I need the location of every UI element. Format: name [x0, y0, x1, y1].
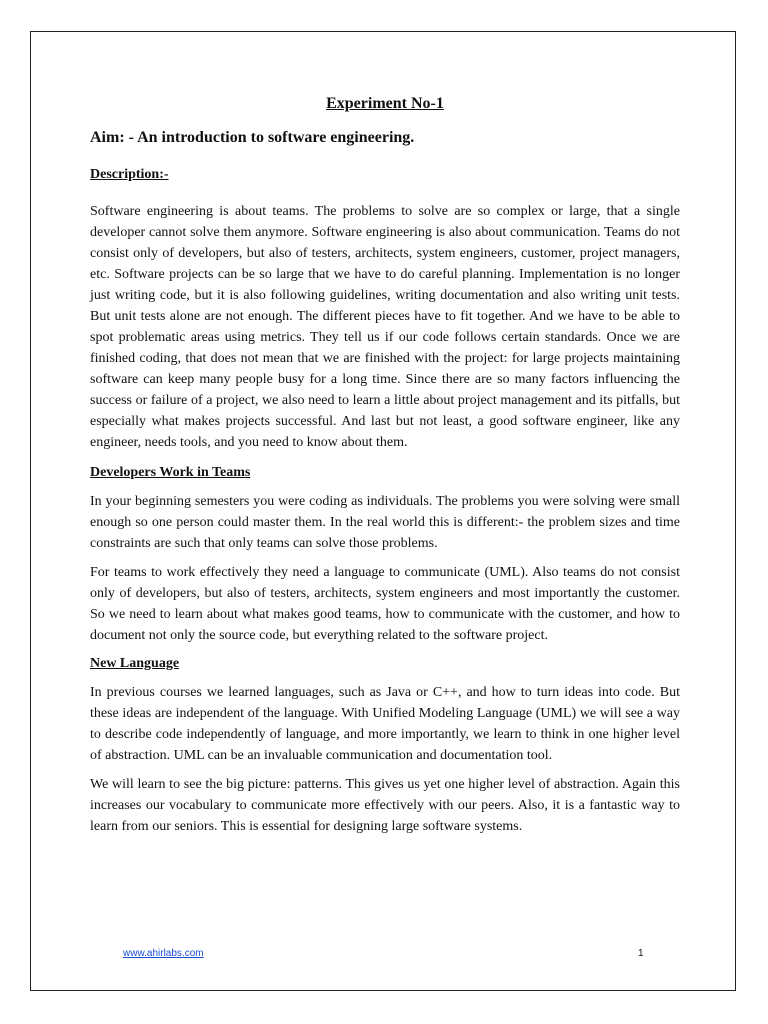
section-heading-new-language: New Language: [90, 656, 180, 671]
document-body: [90, 93, 680, 845]
description-paragraph: Software engineering is about teams. The problems to solve are so complex or large, that a single developer cannot solve them anymore. Software engineering is also about communication. Teams do not consist only of developers, but also of testers, architects, system engineers, customer, project managers, etc. Software projects can be so large that we have to do careful planning. Implementation is no longer just writing code, but it is also following guidelines, writing documentation and also writing unit tests. But unit tests alone are not enough. The different pieces have to fit together. And we have to be able to spot problematic areas using metrics. They tell us if our code follows certain standards. Once we are finished coding, that does not mean that we are finished with the project: for large projects maintaining software can keep many people busy for a long time. Since there are so many factors influencing the success or failure of a project, we also need to learn a little about project management and its pitfalls, but especially what makes projects successful. And last but not least, a good software engineer, like any engineer, needs tools, and you need to know about them.: [90, 204, 680, 450]
aim-statement: Aim: - An introduction to software engineering.: [90, 129, 415, 146]
language-paragraph-2: We will learn to see the big picture: patterns. This gives us yet one higher level of abstraction. Again this increases our vocabulary to communicate more effectively with our peers. Also, it is a fantastic way to learn from our seniors. This is essential for designing large software systems.: [90, 777, 680, 834]
document-title: Experiment No-1: [326, 95, 444, 112]
language-paragraph-1: In previous courses we learned languages, such as Java or C++, and how to turn ideas into code. But these ideas are independent of the language. With Unified Modeling Language (UML) we will see a way to describe code independently of language, and more importantly, we learn to think in one higher level of abstraction. UML can be an invaluable communication and documentation tool.: [90, 685, 680, 763]
footer-website-link[interactable]: www.ahirlabs.com: [123, 948, 204, 959]
teams-paragraph-2: For teams to work effectively they need a language to communicate (UML). Also teams do not consist only of developers, but also of testers, architects, system engineers and most importantly the customer. So we need to learn about what makes good teams, how to communicate with the customer, and how to document not only the source code, but everything related to the software project.: [90, 565, 680, 643]
section-heading-developers-work-in-teams: Developers Work in Teams: [90, 465, 251, 480]
page-number: 1: [638, 948, 644, 959]
section-heading-description: Description:-: [90, 167, 169, 182]
teams-paragraph-1: In your beginning semesters you were coding as individuals. The problems you were solving were small enough so one person could master them. In the real world this is different:- the problem sizes and time constraints are such that only teams can solve those problems.: [90, 494, 680, 551]
